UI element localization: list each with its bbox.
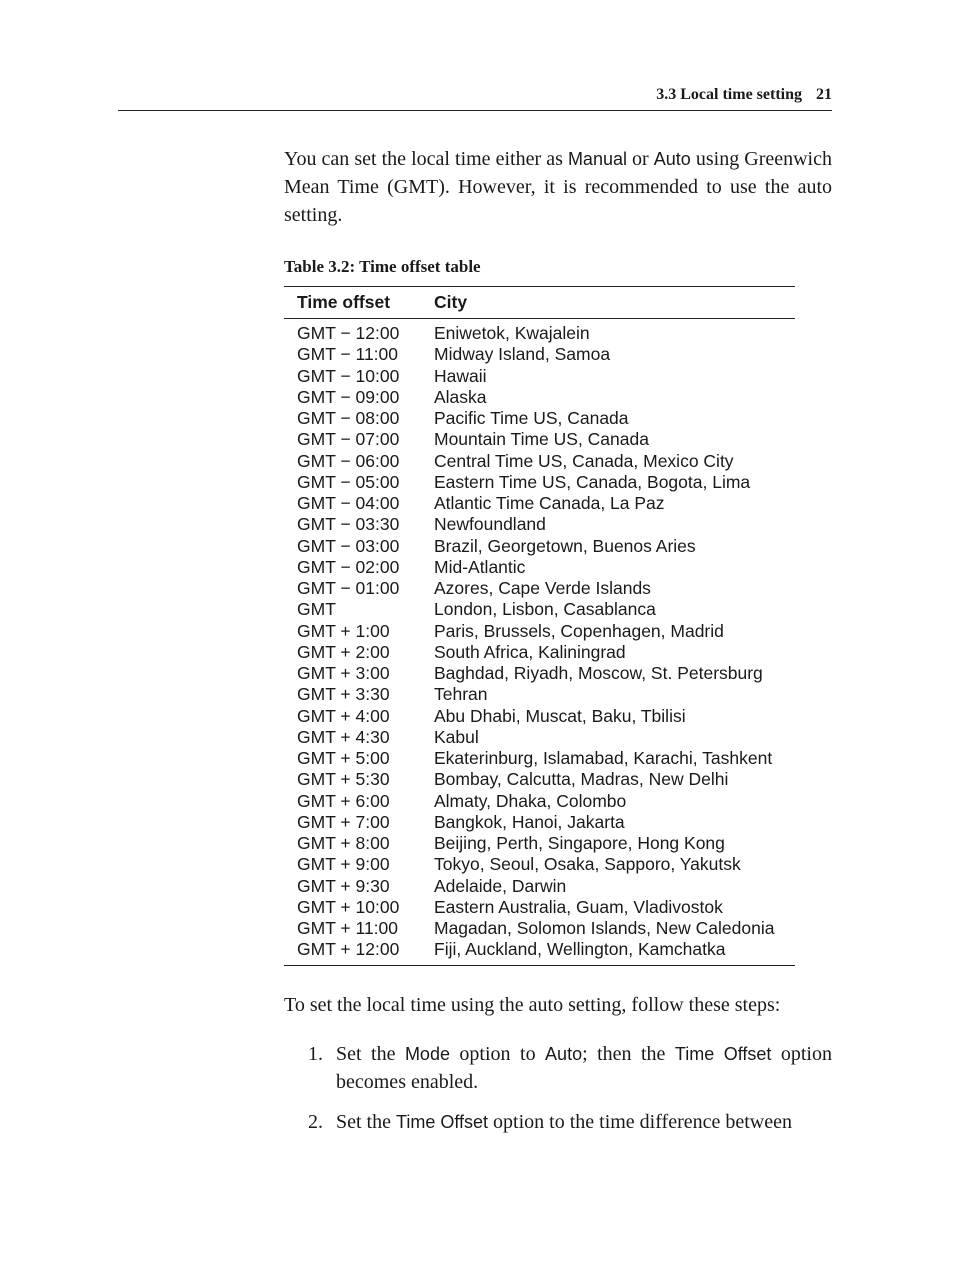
table-row [284, 319, 795, 345]
step-text-fragment: option to the time difference between [488, 1111, 792, 1133]
time-offset-cell: GMT − 03:30 [297, 514, 400, 535]
city-cell: Newfoundland [434, 514, 546, 535]
time-offset-table [284, 286, 795, 966]
table-row [284, 344, 795, 365]
table-row [284, 897, 795, 918]
table-row [284, 918, 795, 939]
intro-or: or [626, 148, 654, 170]
table-row [284, 833, 795, 854]
time-offset-cell: GMT + 5:00 [297, 748, 390, 768]
time-offset-cell: GMT + 3:00 [297, 663, 390, 683]
step-item [308, 1108, 832, 1136]
header-time-offset: Time offset [284, 287, 420, 319]
city-cell: Brazil, Georgetown, Buenos Aries [434, 535, 696, 556]
steps-intro: To set the local time using the auto setting, follow these steps: [284, 994, 781, 1016]
table-row [284, 791, 795, 812]
table-row [284, 663, 795, 684]
city-cell: Baghdad, Riyadh, Moscow, St. Petersburg [434, 663, 763, 683]
time-offset-cell: GMT − 06:00 [297, 450, 400, 471]
table-row [284, 514, 795, 535]
table-row [284, 366, 795, 387]
time-offset-cell: GMT + 7:00 [297, 811, 390, 832]
city-cell: Almaty, Dhaka, Colombo [434, 790, 627, 811]
time-offset-cell: GMT + 11:00 [297, 918, 399, 938]
time-offset-cell: GMT + 4:30 [297, 726, 390, 747]
time-offset-cell: GMT + 4:00 [297, 705, 390, 726]
time-offset-cell: GMT + 8:00 [297, 833, 390, 853]
table-row [284, 621, 795, 642]
time-offset-cell: GMT − 01:00 [297, 578, 400, 598]
table-row [284, 706, 795, 727]
intro-paragraph [284, 145, 832, 229]
step-text-fragment: option becomes enabled. [336, 1043, 832, 1093]
ui-option-name: Mode [404, 1044, 450, 1064]
city-cell: Midway Island, Samoa [434, 344, 611, 365]
time-offset-cell: GMT − 07:00 [297, 429, 400, 450]
table-row [284, 854, 795, 875]
city-cell: Bangkok, Hanoi, Jakarta [434, 811, 625, 832]
city-cell: Bombay, Calcutta, Madras, New Delhi [434, 769, 729, 790]
table-row [284, 939, 795, 965]
table-row [284, 408, 795, 429]
table-row [284, 727, 795, 748]
table-row [284, 387, 795, 408]
table-row [284, 748, 795, 769]
time-offset-cell: GMT + 9:30 [297, 875, 390, 896]
city-cell: Central Time US, Canada, Mexico City [434, 450, 734, 471]
step-text-fragment: Set the [336, 1111, 396, 1133]
step-text-fragment: option to [449, 1043, 546, 1065]
city-cell: Magadan, Solomon Islands, New Caledonia [434, 918, 775, 938]
city-cell: South Africa, Kaliningrad [434, 641, 626, 662]
step-text-fragment: Set the [336, 1043, 405, 1065]
time-offset-cell: GMT + 12:00 [297, 939, 400, 960]
page-number: 21 [816, 86, 832, 103]
city-cell: Mid-Atlantic [434, 556, 526, 577]
step-number: 1. [308, 1043, 323, 1065]
table-row [284, 429, 795, 450]
table-row [284, 769, 795, 790]
city-cell: Atlantic Time Canada, La Paz [434, 493, 665, 513]
time-offset-cell: GMT − 12:00 [297, 323, 400, 343]
ui-option-name: Time Offset [396, 1112, 489, 1132]
ui-option-name: Auto [545, 1044, 583, 1064]
table-row [284, 578, 795, 599]
time-offset-cell: GMT − 02:00 [297, 556, 400, 577]
city-cell: Fiji, Auckland, Wellington, Kamchatka [434, 939, 726, 960]
table-row [284, 536, 795, 557]
intro-text-2: using Greenwich Mean Time (GMT). However, it is recommended to use the auto setting. [284, 148, 832, 226]
time-offset-cell: GMT − 08:00 [297, 408, 400, 428]
time-offset-cell: GMT + 6:00 [297, 790, 390, 811]
city-cell: Tokyo, Seoul, Osaka, Sapporo, Yakutsk [434, 854, 741, 875]
city-cell: Hawaii [434, 365, 487, 386]
table-row [284, 451, 795, 472]
table-row [284, 876, 795, 897]
city-cell: Paris, Brussels, Copenhagen, Madrid [434, 620, 724, 641]
time-offset-cell: GMT − 09:00 [297, 386, 400, 407]
time-offset-cell: GMT − 10:00 [297, 365, 400, 386]
city-cell: Alaska [434, 386, 487, 407]
time-offset-cell: GMT + 10:00 [297, 896, 400, 917]
time-offset-cell: GMT + 5:30 [297, 769, 390, 790]
city-cell: Eastern Time US, Canada, Bogota, Lima [434, 471, 751, 492]
city-cell: Abu Dhabi, Muscat, Baku, Tbilisi [434, 705, 686, 726]
city-cell: Pacific Time US, Canada [434, 408, 629, 428]
city-cell: Kabul [434, 726, 479, 747]
table-row [284, 642, 795, 663]
time-offset-cell: GMT + 1:00 [297, 620, 390, 641]
step-text [336, 1040, 832, 1096]
ui-option-name: Time Offset [674, 1044, 772, 1064]
time-offset-cell: GMT − 05:00 [297, 471, 400, 492]
city-cell: London, Lisbon, Casablanca [434, 599, 656, 620]
table-row [284, 684, 795, 705]
city-cell: Eniwetok, Kwajalein [434, 323, 590, 343]
auto-option-name: Auto [653, 149, 691, 169]
time-offset-cell: GMT + 2:00 [297, 641, 390, 662]
section-title: 3.3 Local time setting [656, 86, 802, 103]
time-offset-cell: GMT + 9:00 [297, 854, 390, 875]
table-body [284, 319, 795, 966]
step-text [336, 1108, 832, 1136]
table-caption: Table 3.2: Time offset table [284, 257, 481, 276]
time-offset-cell: GMT − 04:00 [297, 493, 400, 513]
time-offset-cell: GMT − 03:00 [297, 535, 400, 556]
city-cell: Mountain Time US, Canada [434, 429, 649, 450]
time-offset-cell: GMT [297, 599, 336, 620]
running-header [118, 86, 832, 111]
city-cell: Tehran [434, 684, 488, 705]
table-row [284, 493, 795, 514]
step-item [308, 1040, 832, 1096]
time-offset-cell: GMT − 11:00 [297, 344, 399, 365]
time-offset-cell: GMT + 3:30 [297, 684, 390, 705]
steps-list [308, 1040, 832, 1148]
table-row [284, 557, 795, 578]
city-cell: Ekaterinburg, Islamabad, Karachi, Tashkent [434, 748, 773, 768]
city-cell: Eastern Australia, Guam, Vladivostok [434, 896, 723, 917]
city-cell: Adelaide, Darwin [434, 875, 567, 896]
table-row [284, 812, 795, 833]
intro-text-1: You can set the local time either as [284, 148, 568, 170]
table-row [284, 472, 795, 493]
step-text-fragment: ; then the [582, 1043, 675, 1065]
table-row [284, 599, 795, 620]
step-number: 2. [308, 1111, 323, 1133]
header-city: City [420, 287, 795, 319]
table-header-row [284, 287, 795, 319]
city-cell: Beijing, Perth, Singapore, Hong Kong [434, 833, 725, 853]
city-cell: Azores, Cape Verde Islands [434, 578, 651, 598]
manual-option-name: Manual [567, 149, 627, 169]
